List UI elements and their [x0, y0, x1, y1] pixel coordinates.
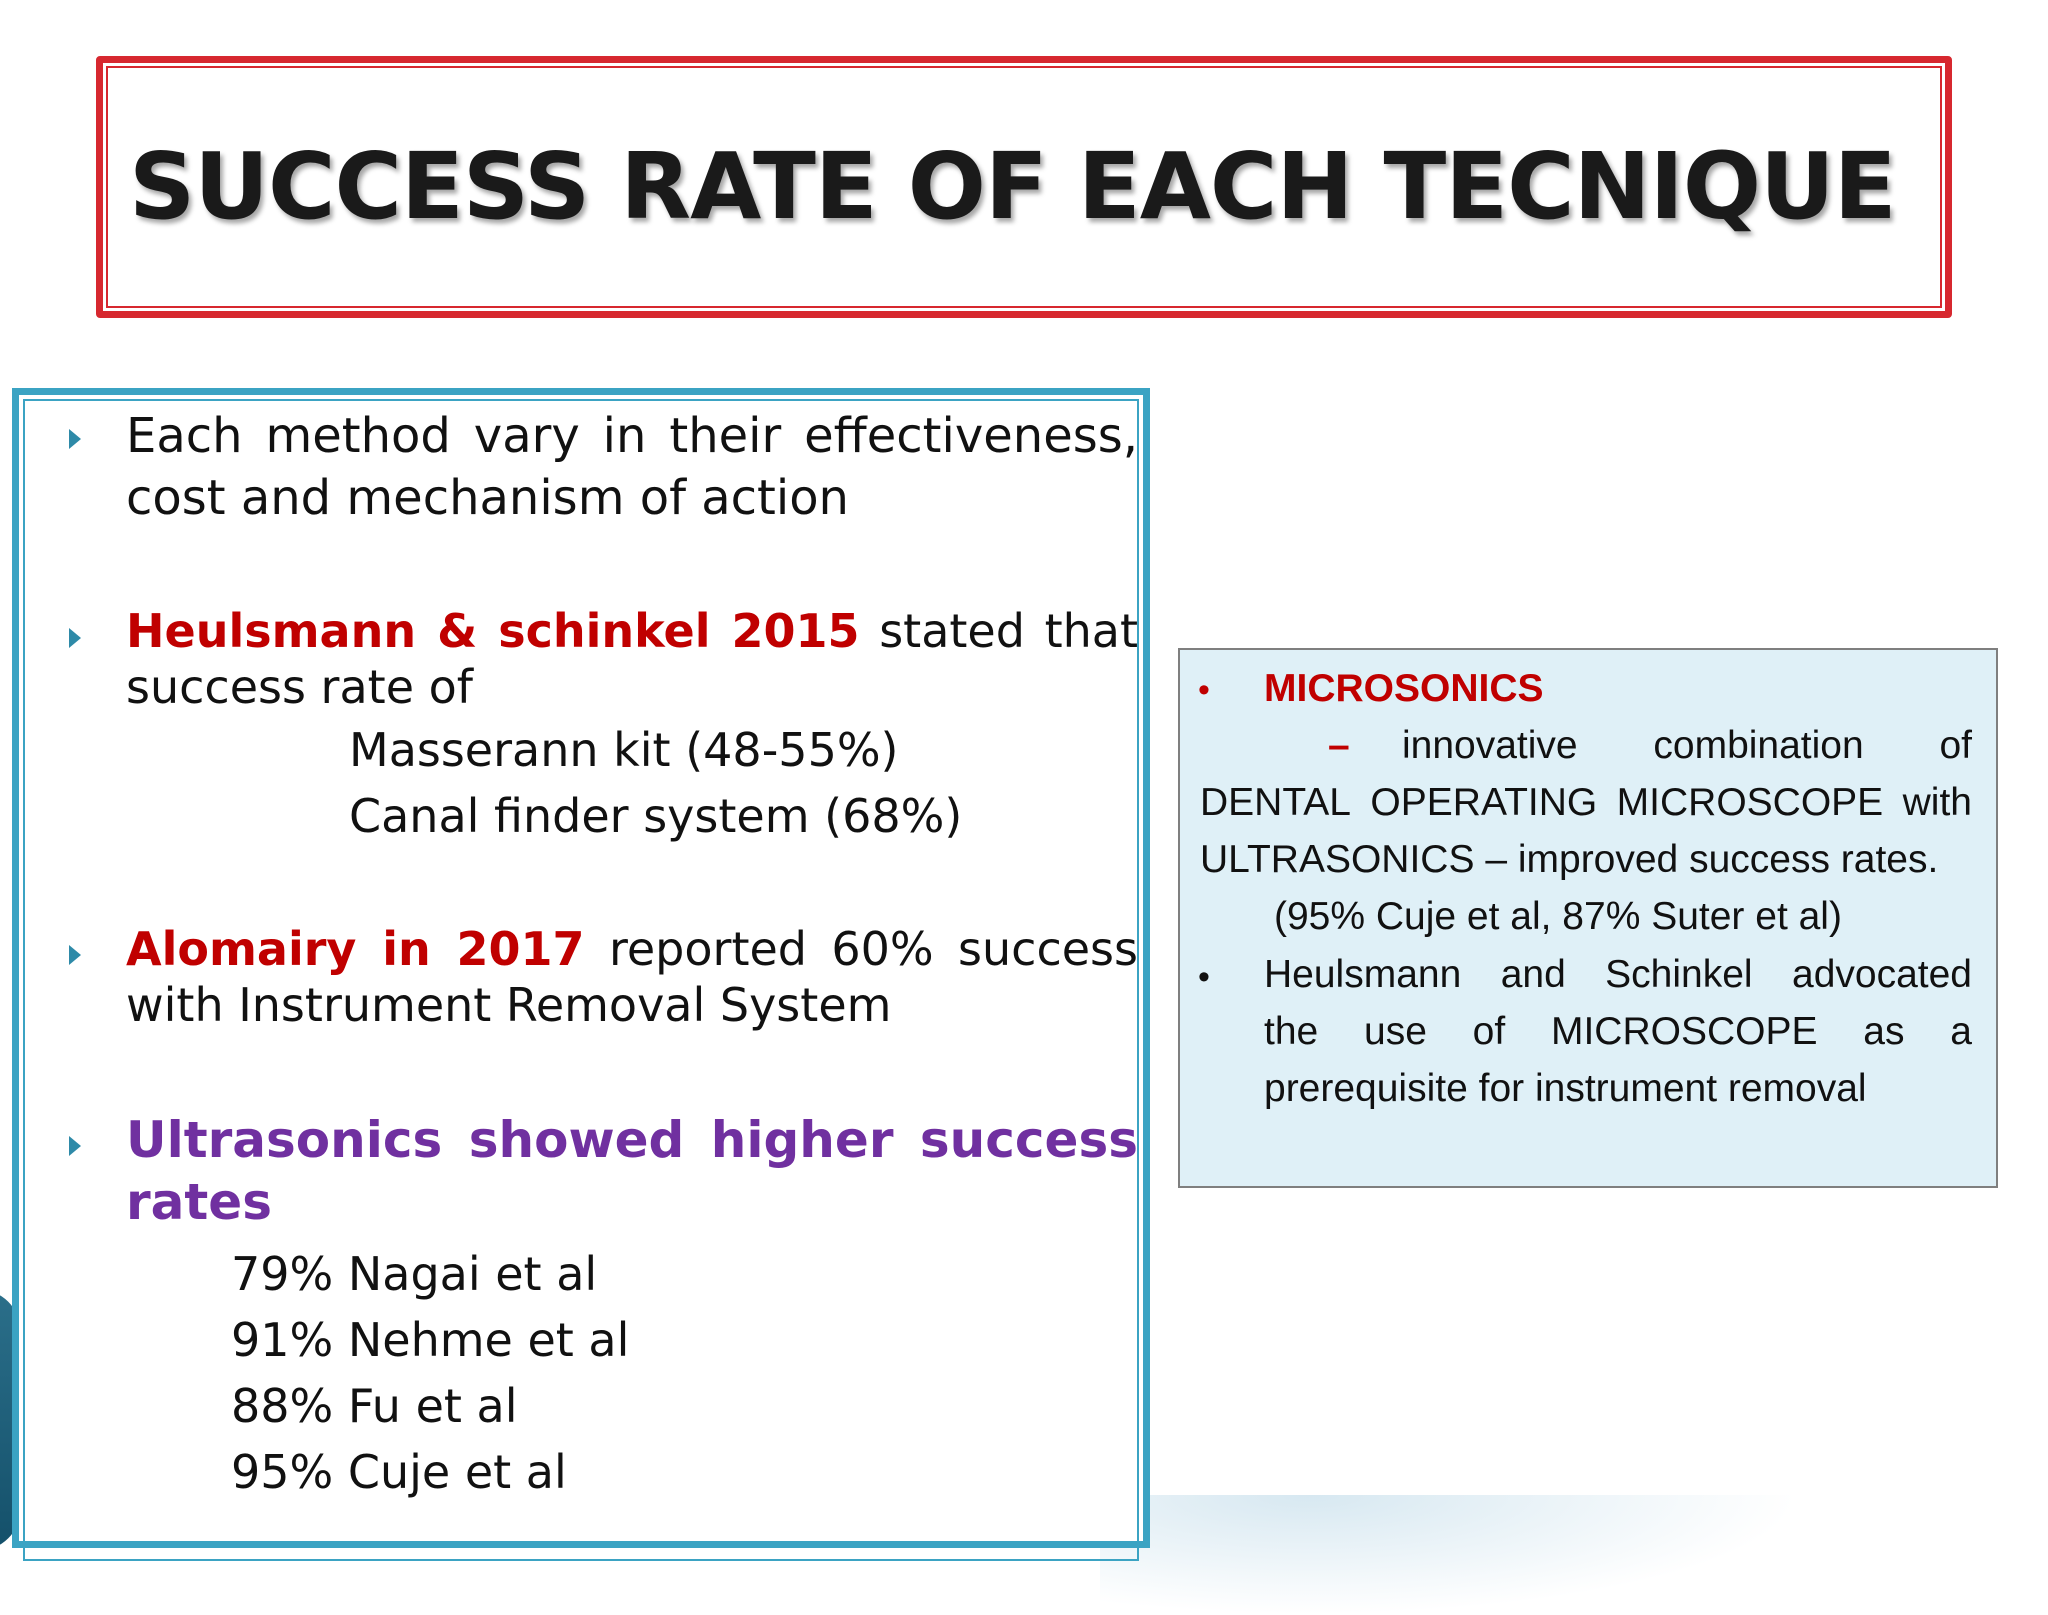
word: of: [1472, 1010, 1506, 1053]
list-item-masserann: Masserann kit (48-55%): [349, 723, 899, 777]
paragraph-text: Each method vary in their effectiveness, cost and mechanism of action: [126, 408, 1138, 526]
title-frame: [96, 56, 1952, 318]
microsonics-line-2: [1200, 774, 1972, 831]
list-item-cuje: 95% Cuje et al: [231, 1445, 567, 1499]
dash-marker: –: [1328, 724, 1350, 767]
microsonics-line-4: (95% Cuje et al, 87% Suter et al): [1274, 895, 1842, 938]
word: combination: [1653, 724, 1864, 767]
paragraph-text: reported 60% success with Instrument Removal System: [126, 922, 1138, 1032]
microsonics-line-1: [1402, 717, 1972, 774]
word: use: [1364, 1010, 1427, 1053]
word: MICROSCOPE: [1616, 781, 1884, 824]
word: a: [1950, 1010, 1972, 1053]
triangle-bullet-icon: [69, 945, 81, 965]
left-content-box: [12, 388, 1150, 1548]
paragraph-effectiveness: [126, 405, 1138, 529]
word: as: [1863, 1010, 1905, 1053]
list-item-nagai: 79% Nagai et al: [231, 1247, 598, 1301]
bullet-icon: •: [1198, 671, 1210, 709]
advocacy-line-2: [1264, 1003, 1972, 1060]
word: innovative: [1402, 724, 1578, 767]
word: of: [1939, 724, 1972, 767]
word: advocated: [1792, 953, 1972, 996]
microsonics-callout: [1178, 648, 1998, 1188]
word: the: [1264, 1010, 1319, 1053]
advocacy-line-1: [1264, 946, 1972, 1003]
word: and: [1500, 953, 1566, 996]
citation-heulsmann: Heulsmann & schinkel 2015: [126, 604, 860, 658]
triangle-bullet-icon: [69, 429, 81, 449]
microsonics-heading: MICROSONICS: [1264, 667, 1544, 710]
word: with: [1902, 781, 1972, 824]
list-item-nehme: 91% Nehme et al: [231, 1313, 630, 1367]
word: MICROSCOPE: [1550, 1010, 1818, 1053]
background-decoration: [1100, 1495, 1800, 1615]
microsonics-line-3: ULTRASONICS – improved success rates.: [1200, 838, 1939, 881]
paragraph-heulsmann: [126, 603, 1138, 715]
slide-title: SUCCESS RATE OF EACH TECNIQUE: [129, 133, 1896, 240]
word: Heulsmann: [1264, 953, 1462, 996]
advocacy-line-3: prerequisite for instrument removal: [1264, 1067, 1867, 1110]
triangle-bullet-icon: [69, 628, 81, 648]
citation-alomairy: Alomairy in 2017: [126, 922, 585, 976]
paragraph-alomairy: [126, 921, 1138, 1033]
triangle-bullet-icon: [69, 1136, 81, 1156]
word: DENTAL: [1200, 781, 1351, 824]
bullet-icon: •: [1198, 958, 1210, 996]
list-item-fu: 88% Fu et al: [231, 1379, 518, 1433]
paragraph-ultrasonics: Ultrasonics showed higher success rates: [126, 1111, 1138, 1231]
word: Schinkel: [1605, 953, 1753, 996]
list-item-canal-finder: Canal finder system (68%): [349, 789, 963, 843]
word: OPERATING: [1370, 781, 1598, 824]
paragraph-text: stated that success rate of: [126, 604, 1138, 714]
